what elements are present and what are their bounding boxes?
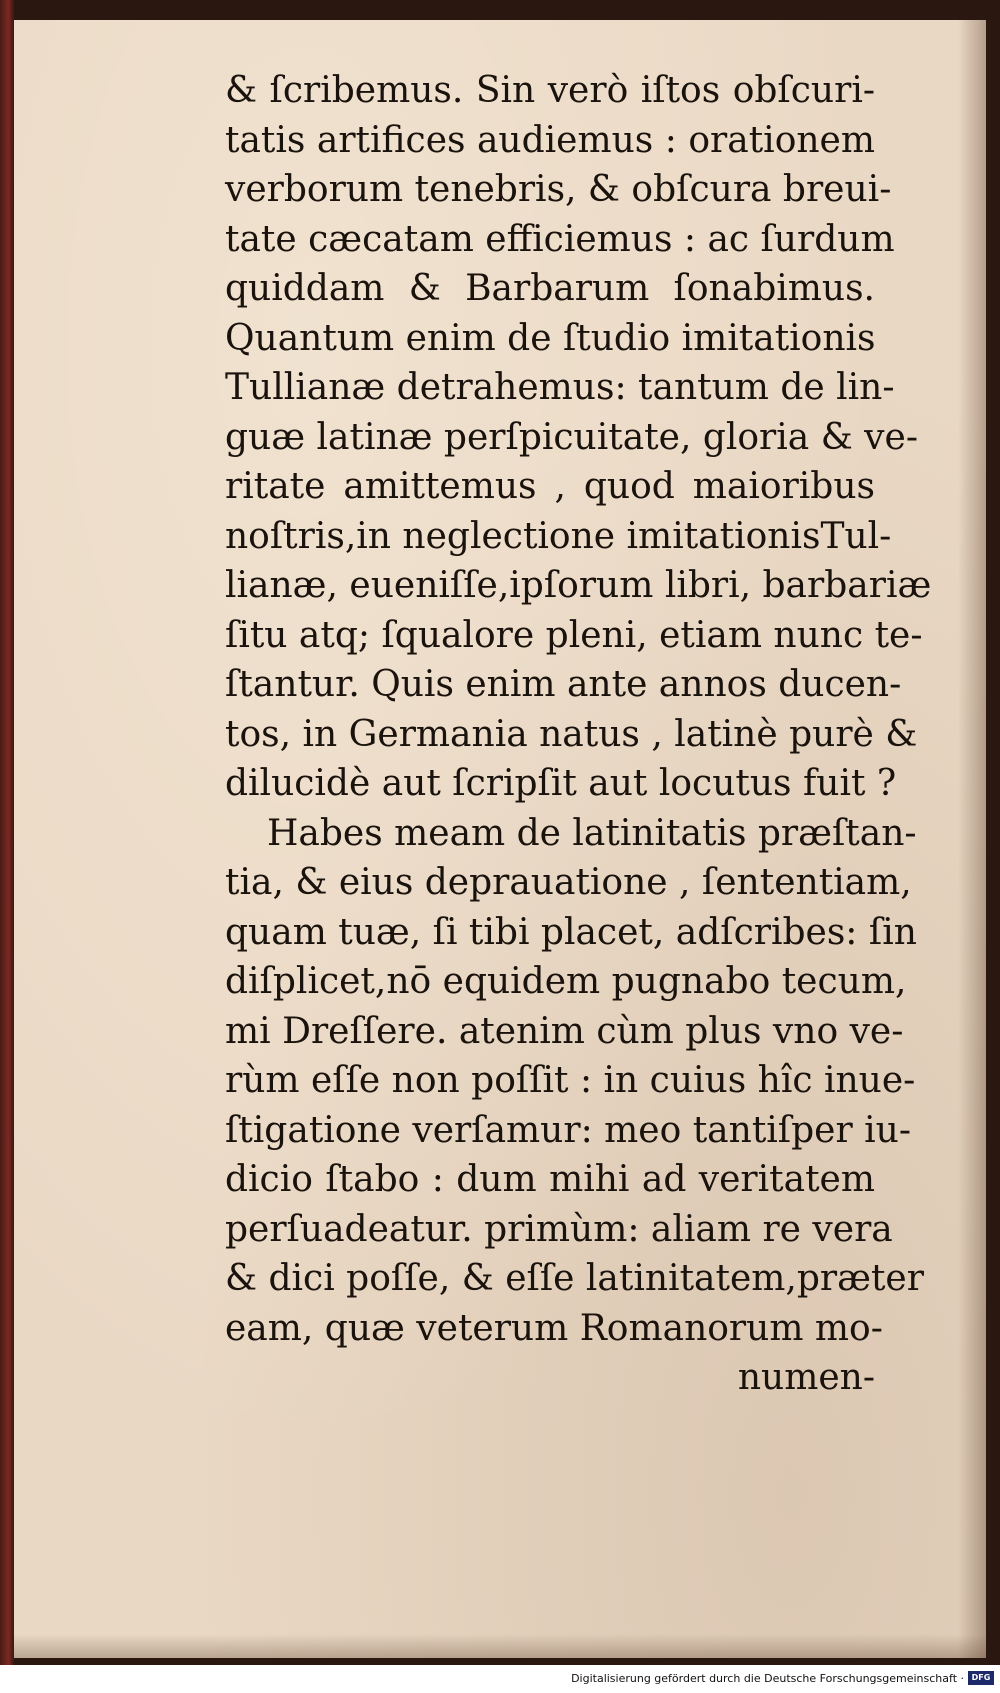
text-line: noſtris,in neglectione imitationisTul- <box>225 515 892 557</box>
text-line: perſuadeatur. primùm: aliam re vera <box>225 1208 893 1250</box>
text-line: eam, quæ veterum Romanorum mo- <box>225 1307 883 1349</box>
text-line: verborum tenebris, & obſcura breui- <box>225 169 892 210</box>
text-line: quam tuæ, ſi tibi placet, adſcribes: ſin <box>225 911 917 953</box>
funding-credit: Digitalisierung gefördert durch die Deutsche Forschungsgemeinschaft · <box>571 1672 964 1685</box>
text-line: diſplicet,nō equidem pugnabo tecum, <box>225 961 907 1002</box>
text-line: ritate amittemus , quod maioribus <box>225 466 875 507</box>
text-line: guæ latinæ perſpicuitate, gloria & ve- <box>225 416 918 458</box>
text-line: tatis artifices audiemus : orationem <box>225 119 875 161</box>
text-line: tate cæcatam efficiemus : ac ſurdum <box>225 218 895 260</box>
text-line: tia, & eius deprauatione , ſententiam, <box>225 862 912 903</box>
text-line: Tullianæ detrahemus: tantum de lin- <box>225 367 895 408</box>
text-line: ſitu atq; ſqualore pleni, etiam nunc te- <box>225 614 923 656</box>
page-text-block <box>225 66 932 1403</box>
catchword: numen- <box>737 1357 875 1398</box>
text-line: & dici poſſe, & eſſe latinitatem,præter <box>225 1258 924 1299</box>
paragraph-start-line: Habes meam de latinitatis præſtan- <box>267 812 917 854</box>
page-edge-shadow <box>958 20 986 1658</box>
text-line: & ſcribemus. Sin verò iſtos obſcuri- <box>225 70 875 111</box>
text-line: rùm eſſe non poſſit : in cuius hîc inue- <box>225 1060 916 1101</box>
digitization-footer <box>0 1665 1000 1693</box>
text-line: lianæ, eueniſſe,ipſorum libri, barbariæ <box>225 565 932 606</box>
text-line: Quantum enim de ſtudio imitationis <box>225 317 876 359</box>
text-line: ſtigatione verſamur: meo tantiſper iu- <box>225 1109 911 1151</box>
text-line: quiddam & Barbarum ſonabimus. <box>225 268 875 309</box>
text-line: dilucidè aut ſcripſit aut locutus fuit ? <box>225 763 897 804</box>
text-line: ſtantur. Quis enim ante annos ducen- <box>225 664 902 705</box>
text-line: mi Dreſſere. atenim cùm plus vno ve- <box>225 1010 904 1052</box>
text-line: tos, in Germania natus , latinè purè & <box>225 713 918 755</box>
text-line: dicio ſtabo : dum mihi ad veritatem <box>225 1159 875 1200</box>
page-bottom-shadow <box>14 1634 986 1658</box>
book-binding <box>0 0 14 1665</box>
dfg-logo: DFG <box>968 1671 994 1685</box>
